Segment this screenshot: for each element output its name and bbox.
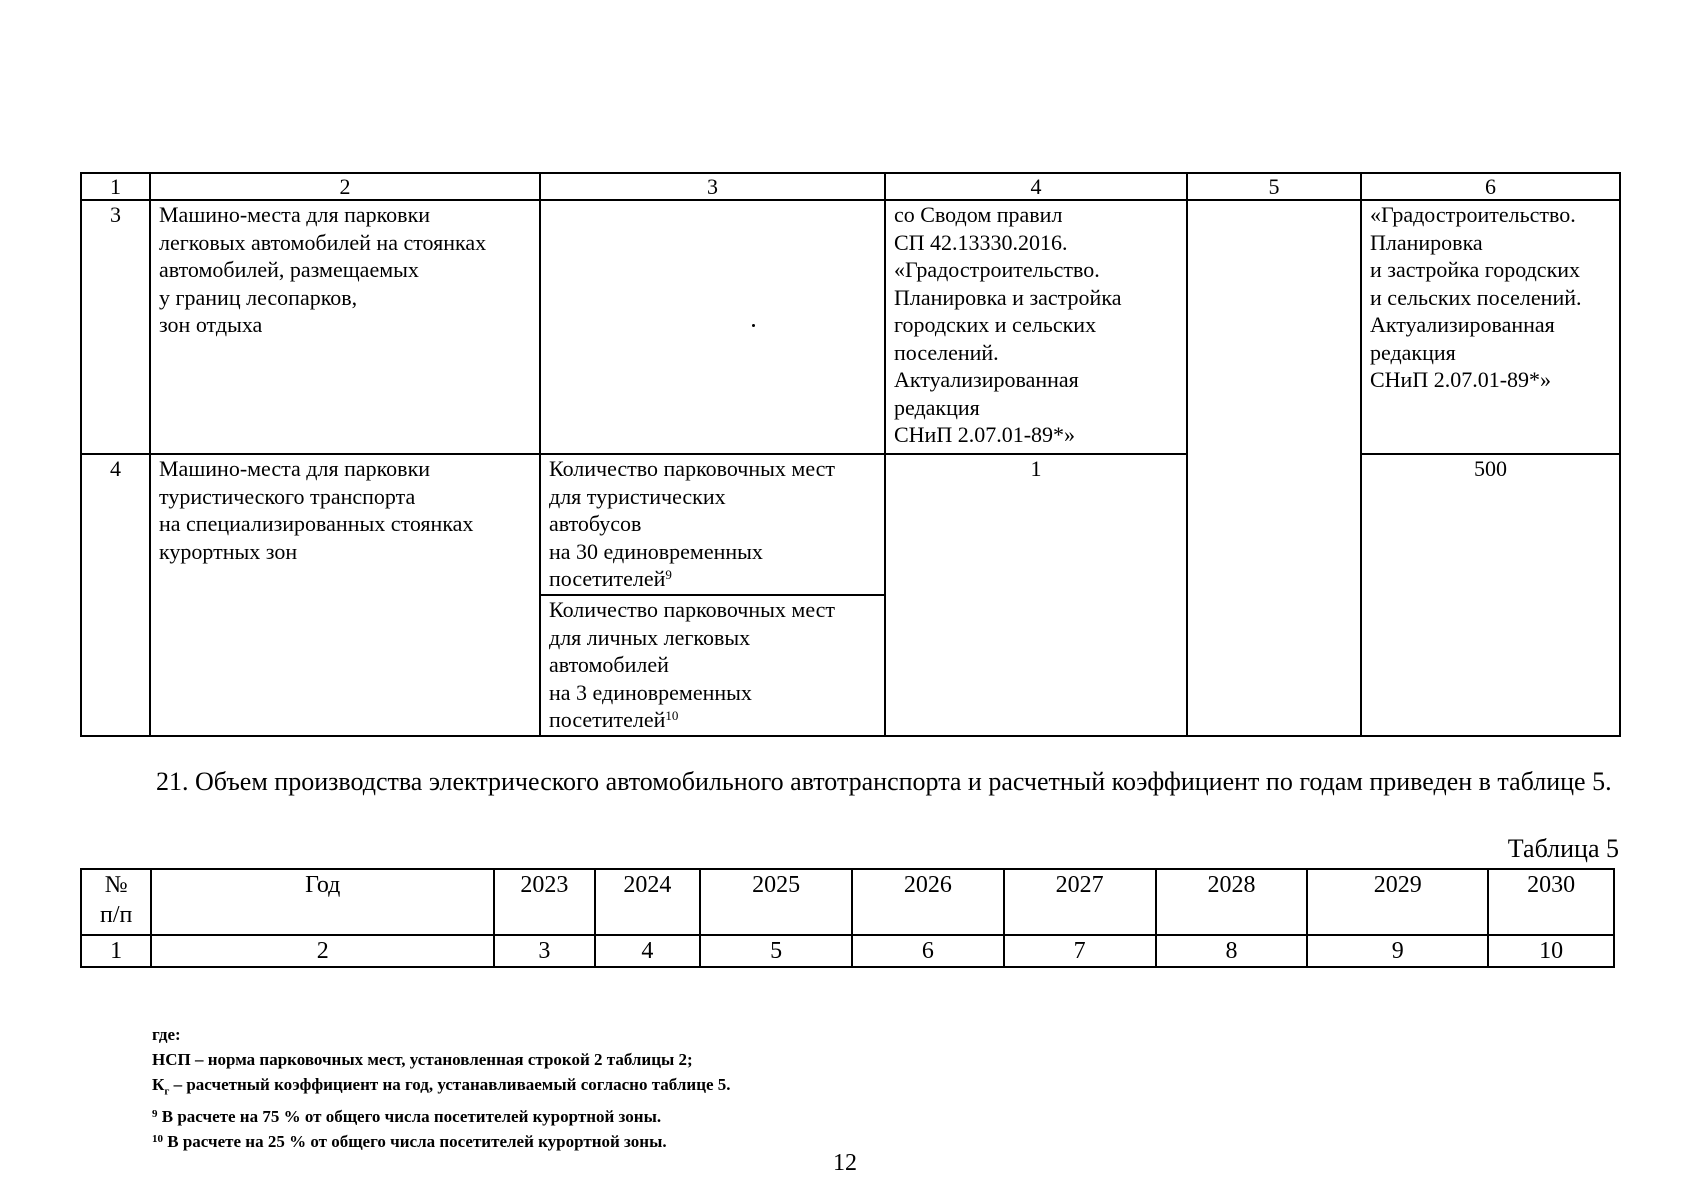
index-cell: 9 — [1307, 935, 1488, 967]
note-where: где: — [152, 1025, 181, 1044]
footnote-text: В расчете на 25 % от общего числа посетителей курортной зоны. — [163, 1132, 667, 1152]
table-5 — [80, 868, 1615, 968]
num-header: № п/п — [81, 869, 151, 935]
index-cell: 6 — [852, 935, 1004, 967]
table-caption: Таблица 5 — [1507, 834, 1619, 863]
index-cell: 8 — [1156, 935, 1308, 967]
indicator-text: Количество парковочных мест для туристических автобусов на 30 единовременных посетителей — [549, 456, 836, 591]
footnote-ref: 9 — [665, 567, 672, 582]
year-cell: 2026 — [852, 869, 1004, 935]
header-cell: 6 — [1361, 173, 1620, 200]
footnote-mark: 9 — [152, 1108, 158, 1121]
index-cell: 2 — [151, 935, 494, 967]
index-cell: 5 — [700, 935, 852, 967]
table-row — [81, 454, 1620, 595]
page-number: 12 — [833, 1150, 857, 1176]
row-value: 1 — [885, 454, 1187, 736]
year-cell: 2030 — [1488, 869, 1614, 935]
year-cell: 2023 — [494, 869, 595, 935]
row-col5 — [1187, 200, 1361, 736]
table-row — [81, 200, 1620, 454]
year-cell: 2027 — [1004, 869, 1156, 935]
footnote-mark: 10 — [152, 1133, 163, 1146]
parking-norms-table — [80, 172, 1621, 737]
year-cell: 2028 — [1156, 869, 1308, 935]
note-kg-sub: г — [164, 1085, 170, 1098]
table-header-row — [81, 869, 1614, 935]
row-number: 4 — [81, 454, 150, 736]
index-cell: 4 — [595, 935, 701, 967]
footnote-text: В расчете на 75 % от общего числа посетителей курортной зоны. — [157, 1107, 662, 1127]
row-value: со Сводом правил СП 42.13330.2016. «Градостроительство. Планировка и застройка городских и сельских поселений. Актуализированная редакция СНиП 2.07.01-89*» — [885, 200, 1187, 454]
note-kg — [152, 1072, 731, 1104]
footnote-9 — [152, 1104, 731, 1129]
index-cell: 7 — [1004, 935, 1156, 967]
footnote-ref: 10 — [665, 708, 679, 723]
note-nsp: НСП – норма парковочных мест, установленная строкой 2 таблицы 2; — [152, 1050, 693, 1069]
index-cell: 1 — [81, 935, 151, 967]
row-number: 3 — [81, 200, 150, 454]
row-indicator — [540, 595, 885, 736]
table-header-row — [81, 173, 1620, 200]
index-cell: 3 — [494, 935, 595, 967]
header-cell: 2 — [150, 173, 540, 200]
header-cell: 4 — [885, 173, 1187, 200]
header-cell: 3 — [540, 173, 885, 200]
row-name: Машино-места для парковки легковых автомобилей на стоянках автомобилей, размещаемых у границ лесопарков, зон отдыха — [150, 200, 540, 454]
row-indicator — [540, 454, 885, 595]
footnotes — [152, 1022, 731, 1154]
year-header: Год — [151, 869, 494, 935]
indicator-text: Количество парковочных мест для личных легковых автомобилей на 3 единовременных посетителей — [549, 597, 836, 732]
index-cell: 10 — [1488, 935, 1614, 967]
row-source: «Градостроительство. Планировка и застройка городских и сельских поселений. Актуализированная редакция СНиП 2.07.01-89*» — [1361, 200, 1620, 454]
header-cell: 1 — [81, 173, 150, 200]
year-cell: 2025 — [700, 869, 852, 935]
note-kg-text: – расчетный коэффициент на год, устанавливаемый согласно таблице 5. — [169, 1075, 731, 1094]
row-source: 500 — [1361, 454, 1620, 736]
header-cell: 5 — [1187, 173, 1361, 200]
year-cell: 2029 — [1307, 869, 1488, 935]
table-row — [81, 935, 1614, 967]
scan-speck — [752, 324, 755, 327]
row-name: Машино-места для парковки туристического транспорта на специализированных стоянках курортных зон — [150, 454, 540, 736]
note-kg-symbol: К — [152, 1075, 165, 1094]
year-cell: 2024 — [595, 869, 701, 935]
row-indicator — [540, 200, 885, 454]
paragraph-21: 21. Объем производства электрического автомобильного автотранспорта и расчетный коэффициент по годам приведен в таблице 5. — [156, 767, 1612, 796]
